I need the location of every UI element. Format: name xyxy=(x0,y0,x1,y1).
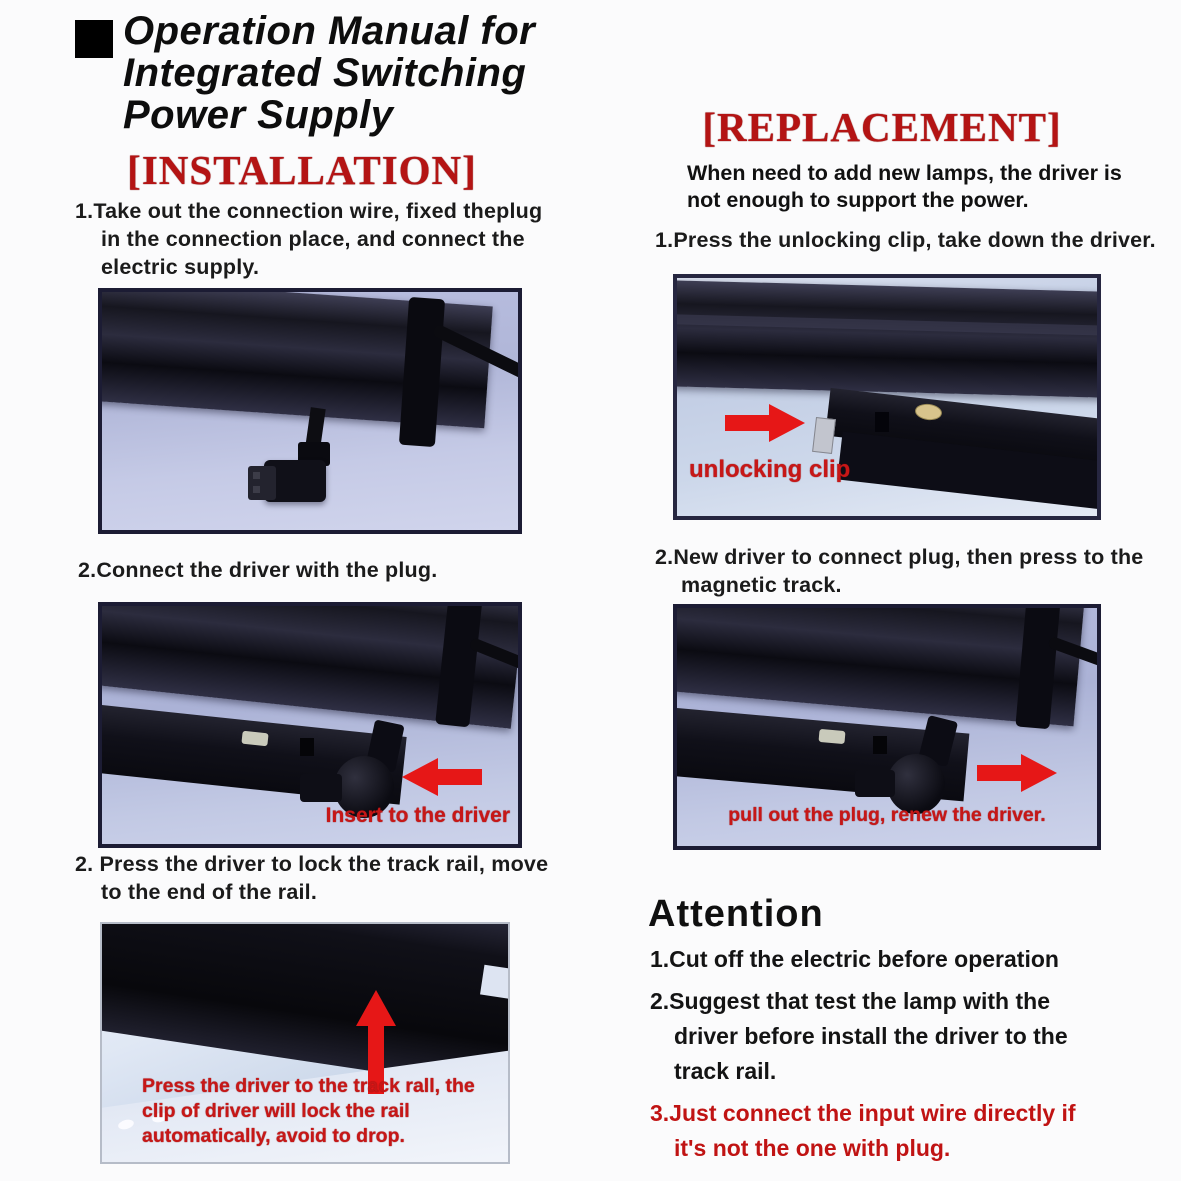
title-line-2: Integrated Switching xyxy=(123,51,527,95)
plug-nose xyxy=(855,770,895,797)
photo-caption: pull out the plug, renew the driver. xyxy=(728,804,1046,826)
photo-renew-driver xyxy=(673,604,1101,850)
installation-heading: [INSTALLATION] xyxy=(127,147,477,193)
attention-item-3 xyxy=(650,1096,1076,1166)
installation-step-3 xyxy=(75,850,548,906)
intro-line: When need to add new lamps, the driver is xyxy=(687,161,1122,185)
connector-glint xyxy=(241,731,268,747)
caption-line: Press the driver to the track rall, the xyxy=(142,1075,475,1097)
photo-caption: unlocking clip xyxy=(689,456,851,483)
step-line: magnetic track. xyxy=(681,573,842,597)
step-line: to the end of the rail. xyxy=(101,880,318,904)
installation-step-1 xyxy=(75,197,542,281)
step-line: 2.Connect the driver with the plug. xyxy=(78,558,438,582)
attention-line: 1.Cut off the electric before operation xyxy=(650,946,1059,972)
arrow-right-icon xyxy=(725,402,805,444)
installation-step-2 xyxy=(78,556,437,584)
photo-caption xyxy=(142,1074,475,1149)
photo-caption: Insert to the driver xyxy=(325,804,510,827)
intro-line: not enough to support the power. xyxy=(687,188,1029,212)
replacement-step-2 xyxy=(655,543,1143,599)
attention-item-1 xyxy=(650,942,1059,977)
photo-unlocking-clip xyxy=(673,274,1101,520)
replacement-intro xyxy=(687,160,1122,214)
track-rail xyxy=(673,280,1101,398)
step-line: 2.New driver to connect plug, then press to the xyxy=(655,545,1144,569)
step-line: electric supply. xyxy=(101,255,260,279)
photo-insert-driver xyxy=(98,602,522,848)
attention-line: driver before install the driver to the xyxy=(674,1023,1068,1049)
plug-prong xyxy=(253,472,260,479)
unlock-clip-metal xyxy=(812,417,836,454)
plug-prong xyxy=(253,486,260,493)
step-line: 1.Press the unlocking clip, take down the driver. xyxy=(655,228,1156,252)
manual-title xyxy=(123,10,535,136)
replacement-heading: [REPLACEMENT] xyxy=(702,104,1062,150)
title-line-3: Power Supply xyxy=(123,93,394,137)
attention-heading: Attention xyxy=(648,893,824,935)
caption-line: automatically, avoid to drop. xyxy=(142,1125,405,1147)
attention-line: it's not the one with plug. xyxy=(674,1135,951,1161)
step-line: in the connection place, and connect the xyxy=(101,227,525,251)
driver-notch xyxy=(875,412,889,432)
attention-line: track rail. xyxy=(674,1058,777,1084)
attention-line: 3.Just connect the input wire directly if xyxy=(650,1100,1076,1126)
driver-notch xyxy=(300,738,314,756)
photo-rail-with-plug xyxy=(98,288,522,534)
photo-press-driver xyxy=(100,922,510,1164)
step-line: 2. Press the driver to lock the track rail, move xyxy=(75,852,549,876)
driver-notch xyxy=(873,736,887,754)
plug-nose xyxy=(300,774,342,802)
attention-line: 2.Suggest that test the lamp with the xyxy=(650,988,1050,1014)
caption-line: clip of driver will lock the rail xyxy=(142,1100,410,1122)
square-bullet-icon xyxy=(75,20,113,58)
title-line-1: Operation Manual for xyxy=(123,9,536,53)
step-line: 1.Take out the connection wire, fixed theplug xyxy=(75,199,543,223)
arrow-left-icon xyxy=(402,756,482,798)
arrow-right-icon xyxy=(977,752,1057,794)
replacement-step-1 xyxy=(655,226,1156,254)
attention-item-2 xyxy=(650,984,1068,1089)
connector-glint xyxy=(818,729,845,744)
